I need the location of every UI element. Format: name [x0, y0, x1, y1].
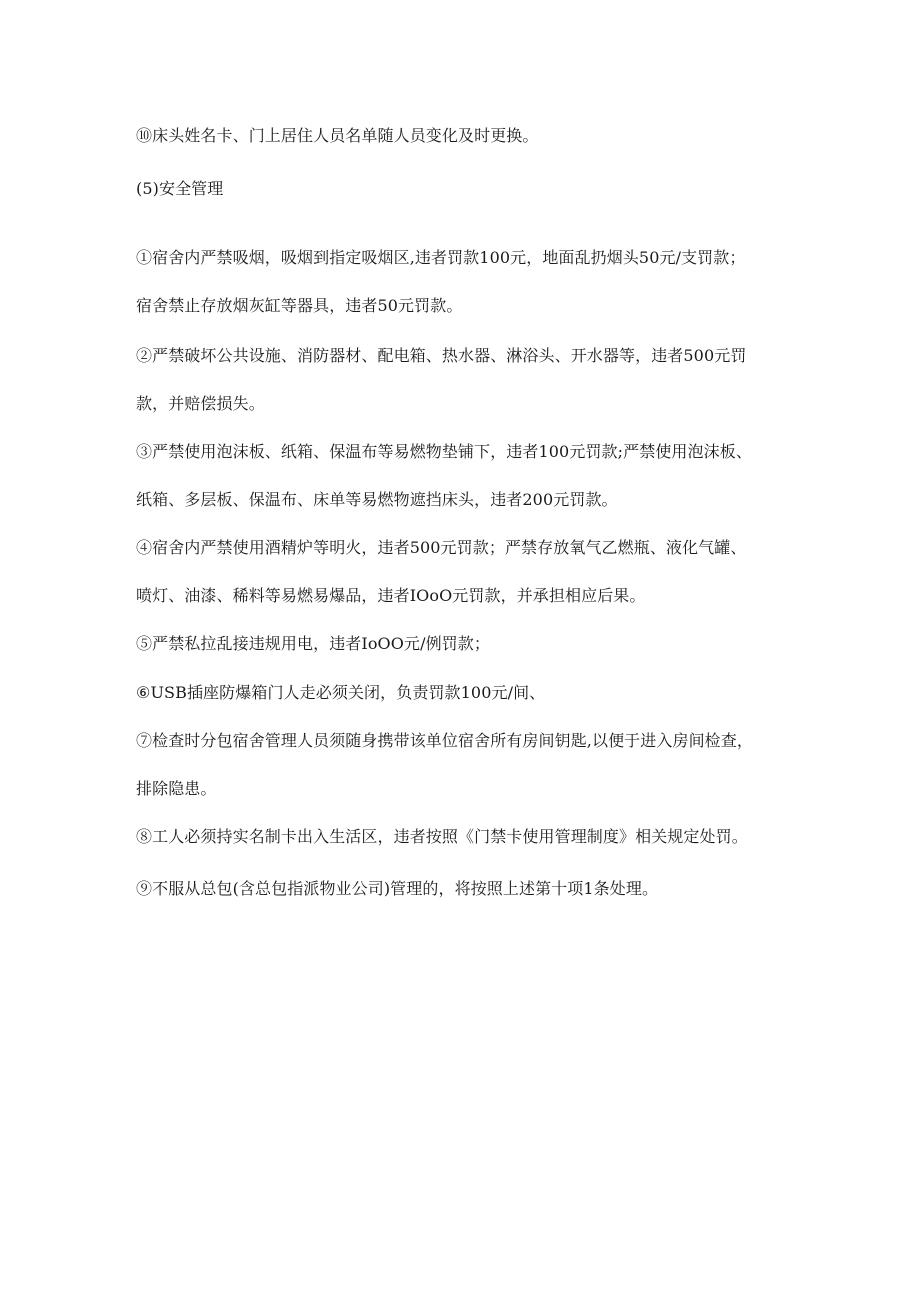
rule-4-continued: 喷灯、油漆、稀料等易燃易爆品，违者IOoO元罚款，并承担相应后果。	[136, 586, 646, 605]
rule-1-continued: 宿舍禁止存放烟灰缸等器具，违者50元罚款。	[136, 296, 463, 315]
rule-7-inspection-keys: ⑦检查时分包宿舍管理人员须随身携带该单位宿舍所有房间钥匙,以便于进入房间检查，	[136, 731, 753, 750]
rule-10-bed-name-card: ⑩床头姓名卡、门上居住人员名单随人员变化及时更换。	[136, 126, 539, 145]
rule-3-flammable-materials: ③严禁使用泡沫板、纸箱、保温布等易燃物垫铺下，违者100元罚款;严禁使用泡沫板、	[136, 442, 752, 461]
rule-2-public-facilities: ②严禁破坏公共设施、消防器材、配电箱、热水器、淋浴头、开水器等，违者500元罚	[136, 346, 747, 365]
rule-2-continued: 款，并赔偿损失。	[136, 394, 265, 413]
section-heading-safety: (5)安全管理	[136, 179, 224, 198]
rule-3-continued: 纸箱、多层板、保温布、床单等易燃物遮挡床头，违者200元罚款。	[136, 490, 618, 509]
rule-4-open-flame: ④宿舍内严禁使用酒精炉等明火，违者500元罚款；严禁存放氧气乙燃瓶、液化气罐、	[136, 538, 747, 557]
rule-1-no-smoking: ①宿舍内严禁吸烟，吸烟到指定吸烟区,违者罚款100元，地面乱扔烟头50元/支罚款；	[136, 248, 746, 267]
rule-9-management-compliance: ⑨不服从总包(含总包指派物业公司)管理的，将按照上述第十项1条处理。	[136, 879, 659, 898]
rule-8-real-name-card: ⑧工人必须持实名制卡出入生活区，违者按照《门禁卡使用管理制度》相关规定处罚。	[136, 827, 748, 846]
rule-5-electricity: ⑤严禁私拉乱接违规用电，违者IoOO元/例罚款；	[136, 634, 490, 653]
rule-6-usb-socket-box: ⑥USB插座防爆箱门人走必须关闭，负责罚款100元/间、	[136, 683, 546, 702]
rule-7-continued: 排除隐患。	[136, 779, 217, 798]
